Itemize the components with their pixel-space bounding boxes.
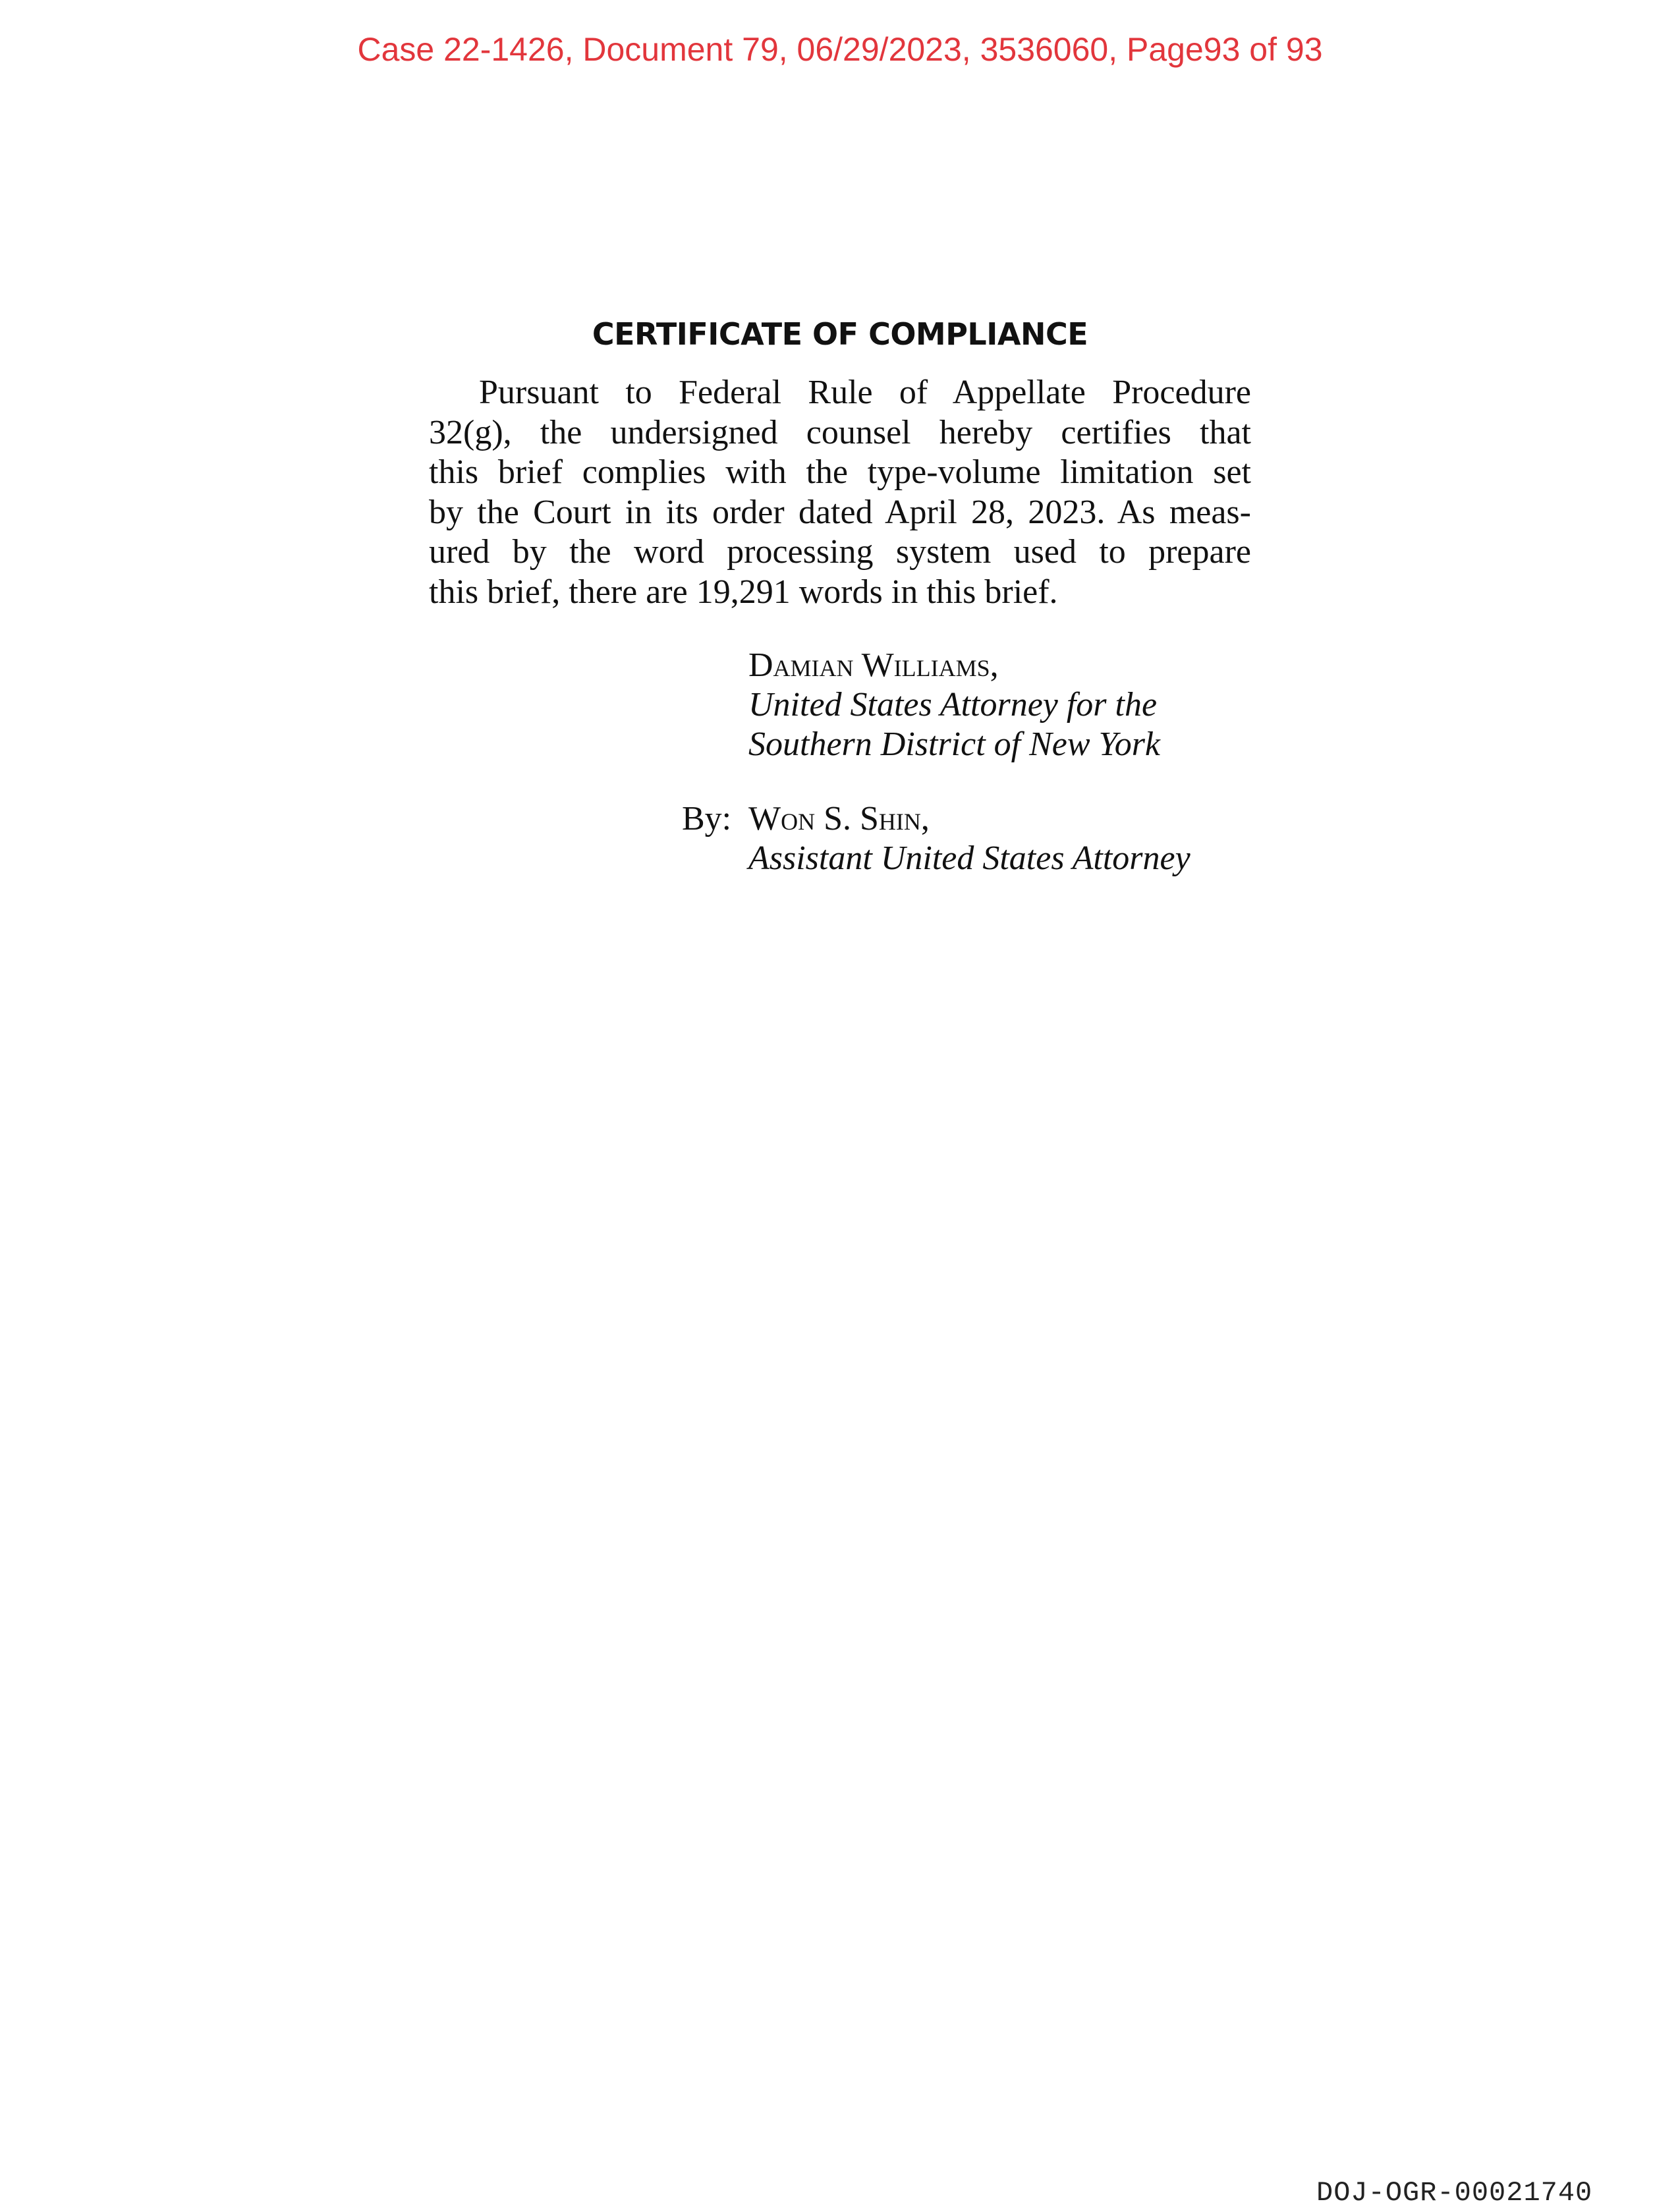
attorney-title: Assistant United States Attorney — [748, 839, 1190, 877]
case-header-stamp: Case 22-1426, Document 79, 06/29/2023, 3536060, Page93 of 93 — [357, 31, 1323, 68]
signatory-title-line1: United States Attorney for the — [748, 686, 1158, 723]
by-label: By: — [682, 800, 732, 837]
paragraph-line: Pursuant to Federal Rule of Appellate Procedure — [479, 374, 1251, 411]
page-title: CERTIFICATE OF COMPLIANCE — [592, 316, 1088, 352]
attorney-name: Won S. Shin, — [748, 800, 930, 837]
signatory-title-line2: Southern District of New York — [748, 725, 1161, 763]
paragraph-line: ured by the word processing system used to prepare — [429, 533, 1251, 571]
paragraph-line: this brief complies with the type-volume limitation set — [429, 453, 1251, 491]
paragraph-line: this brief, there are 19,291 words in this brief. — [429, 573, 1058, 611]
paragraph-line: by the Court in its order dated April 28, 2023. As meas- — [429, 493, 1251, 531]
compliance-paragraph — [429, 373, 1251, 612]
signatory-name: Damian Williams, — [748, 646, 999, 684]
paragraph-line: 32(g), the undersigned counsel hereby certifies that — [429, 413, 1251, 451]
bates-number: DOJ-OGR-00021740 — [1316, 2177, 1593, 2209]
